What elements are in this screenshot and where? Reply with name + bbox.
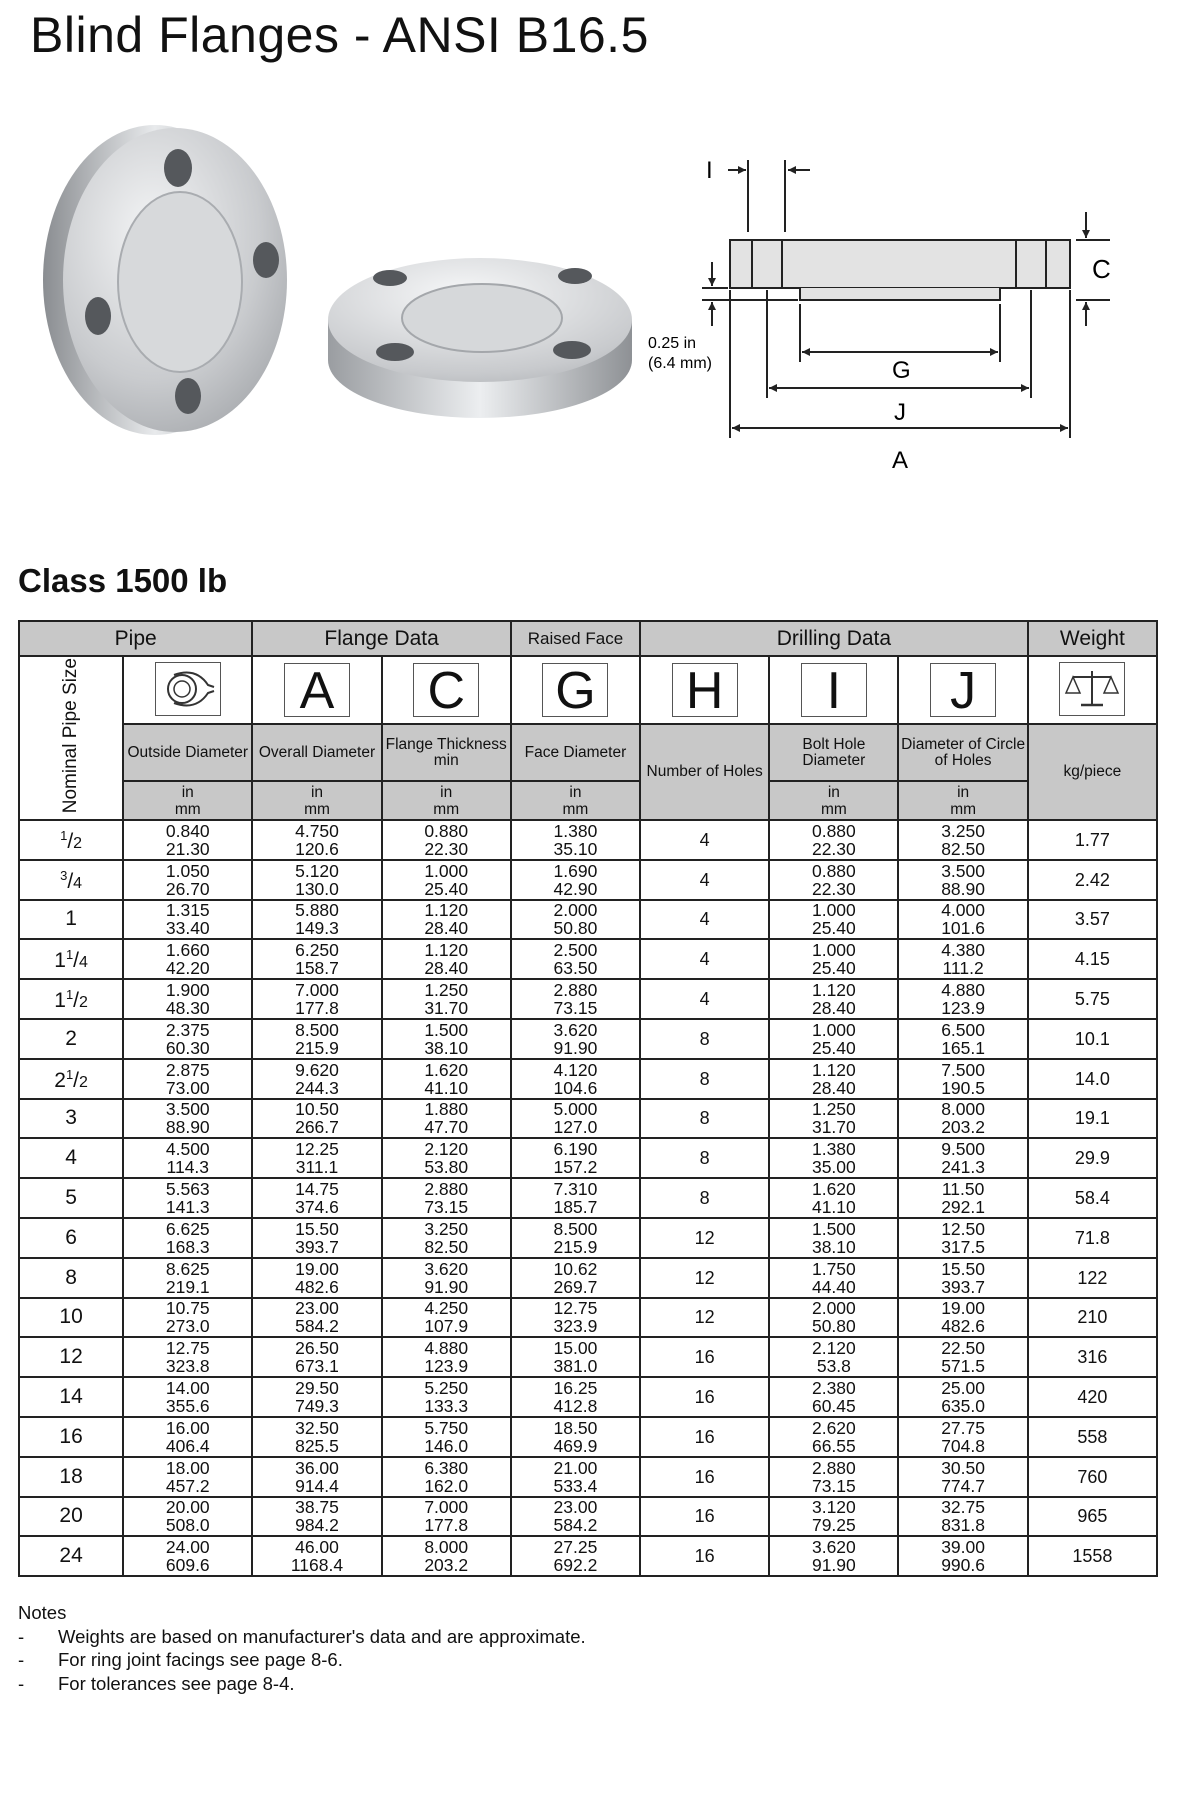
table-row — [19, 1497, 1157, 1537]
dimension-cell: 0.840 21.30 — [123, 820, 252, 860]
dim-label-i: I — [706, 157, 713, 184]
outside-diameter-header: Outside Diameter — [123, 724, 252, 781]
unit-cell: in mm — [769, 781, 898, 820]
dimension-cell: 1.250 31.70 — [382, 979, 511, 1019]
dimension-cell: 0.880 22.30 — [382, 820, 511, 860]
dimension-cell: 1.315 33.40 — [123, 900, 252, 940]
table-row — [19, 1138, 1157, 1178]
group-raised-face: Raised Face — [511, 621, 640, 656]
face-diameter-header: Face Diameter — [511, 724, 640, 781]
dimension-cell: 4.250 107.9 — [382, 1298, 511, 1338]
dimension-cell: 2.120 53.80 — [382, 1138, 511, 1178]
dimension-cell: 16.00 406.4 — [123, 1417, 252, 1457]
dimension-cell: 7.000 177.8 — [252, 979, 381, 1019]
holes-cell: 12 — [640, 1298, 769, 1338]
holes-cell: 4 — [640, 900, 769, 940]
dimension-cell: 2.500 63.50 — [511, 939, 640, 979]
weight-cell: 965 — [1028, 1497, 1157, 1537]
dimension-cell: 23.00 584.2 — [252, 1298, 381, 1338]
outside-diameter-icon-cell — [123, 656, 252, 724]
dimension-cell: 3.250 82.50 — [898, 820, 1027, 860]
weight-cell: 19.1 — [1028, 1099, 1157, 1139]
unit-cell: in mm — [511, 781, 640, 820]
pipe-size-cell: 18 — [19, 1457, 123, 1497]
dimension-cell: 6.190 157.2 — [511, 1138, 640, 1178]
dimension-cell: 14.75 374.6 — [252, 1178, 381, 1218]
dimension-cell: 0.880 22.30 — [769, 860, 898, 900]
dimension-cell: 3.620 91.90 — [382, 1258, 511, 1298]
holes-cell: 4 — [640, 820, 769, 860]
dimension-cell: 1.620 41.10 — [382, 1059, 511, 1099]
weight-cell: 760 — [1028, 1457, 1157, 1497]
weight-cell: 1558 — [1028, 1536, 1157, 1576]
flange-dimension-drawing — [640, 140, 1120, 490]
dimension-cell: 2.880 73.15 — [511, 979, 640, 1019]
weight-cell: 58.4 — [1028, 1178, 1157, 1218]
dimension-cell: 5.880 149.3 — [252, 900, 381, 940]
unit-cell: in mm — [382, 781, 511, 820]
holes-cell: 12 — [640, 1218, 769, 1258]
pipe-size-cell: 3 — [19, 1099, 123, 1139]
pipe-size-cell: $2^1/2$ — [19, 1059, 123, 1099]
table-row — [19, 939, 1157, 979]
dimension-cell: 46.00 1168.4 — [252, 1536, 381, 1576]
table-row — [19, 1099, 1157, 1139]
dimension-cell: 8.000 203.2 — [898, 1099, 1027, 1139]
dimension-cell: 1.000 25.40 — [769, 1019, 898, 1059]
holes-cell: 12 — [640, 1258, 769, 1298]
dimension-cell: 15.50 393.7 — [252, 1218, 381, 1258]
dimension-cell: 24.00 609.6 — [123, 1536, 252, 1576]
dimension-cell: 2.120 53.8 — [769, 1337, 898, 1377]
group-flange-data: Flange Data — [252, 621, 510, 656]
table-row — [19, 1377, 1157, 1417]
weight-cell: 3.57 — [1028, 900, 1157, 940]
weight-cell: 4.15 — [1028, 939, 1157, 979]
dimension-cell: 27.25 692.2 — [511, 1536, 640, 1576]
dimension-cell: 5.250 133.3 — [382, 1377, 511, 1417]
letter-h-icon: H — [672, 663, 738, 717]
dimension-cell: 12.50 317.5 — [898, 1218, 1027, 1258]
holes-cell: 4 — [640, 860, 769, 900]
pipe-size-cell: 2 — [19, 1019, 123, 1059]
dimension-cell: 1.120 28.40 — [769, 1059, 898, 1099]
flange-photo-flat — [320, 240, 640, 430]
dimension-cell: 18.50 469.9 — [511, 1417, 640, 1457]
holes-cell: 16 — [640, 1337, 769, 1377]
dimension-cell: 2.875 73.00 — [123, 1059, 252, 1099]
dimension-cell: 2.880 73.15 — [769, 1457, 898, 1497]
dimension-cell: 1.120 28.40 — [382, 900, 511, 940]
table-row — [19, 1019, 1157, 1059]
dimension-cell: 39.00 990.6 — [898, 1536, 1027, 1576]
pipe-size-cell: 14 — [19, 1377, 123, 1417]
dimension-cell: 8.500 215.9 — [511, 1218, 640, 1258]
weight-cell: 420 — [1028, 1377, 1157, 1417]
pipe-size-cell: $1^1/4$ — [19, 939, 123, 979]
dimension-cell: 26.50 673.1 — [252, 1337, 381, 1377]
holes-cell: 4 — [640, 979, 769, 1019]
dimension-cell: 19.00 482.6 — [898, 1298, 1027, 1338]
dimension-cell: 32.50 825.5 — [252, 1417, 381, 1457]
dimension-cell: 36.00 914.4 — [252, 1457, 381, 1497]
raised-face-note-in: 0.25 in — [648, 335, 697, 352]
dimension-cell: 1.620 41.10 — [769, 1178, 898, 1218]
dimension-cell: 29.50 749.3 — [252, 1377, 381, 1417]
dim-label-a: A — [892, 447, 909, 474]
nominal-pipe-size-header — [19, 656, 123, 820]
dim-label-g: G — [892, 357, 911, 384]
dimension-cell: 1.250 31.70 — [769, 1099, 898, 1139]
weight-cell: 29.9 — [1028, 1138, 1157, 1178]
table-body — [19, 820, 1157, 1576]
pipe-size-cell: $1^1/2$ — [19, 979, 123, 1019]
dimension-cell: 1.380 35.10 — [511, 820, 640, 860]
class-title: Class 1500 lb — [18, 562, 228, 599]
table-row — [19, 1218, 1157, 1258]
holes-cell: 16 — [640, 1377, 769, 1417]
pipe-size-cell: 8 — [19, 1258, 123, 1298]
dimension-cell: 3.120 79.25 — [769, 1497, 898, 1537]
dimension-cell: 1.000 25.40 — [769, 939, 898, 979]
weight-cell: 558 — [1028, 1417, 1157, 1457]
overall-diameter-header: Overall Diameter — [252, 724, 381, 781]
letter-j-cell — [898, 656, 1027, 724]
dimension-cell: 2.620 66.55 — [769, 1417, 898, 1457]
note-item: - For ring joint facings see page 8-6. — [18, 1649, 343, 1670]
table-row — [19, 1417, 1157, 1457]
dimension-cell: 19.00 482.6 — [252, 1258, 381, 1298]
dimension-cell: 16.25 412.8 — [511, 1377, 640, 1417]
pipe-size-cell: 12 — [19, 1337, 123, 1377]
pipe-gauge-icon — [155, 662, 221, 716]
holes-cell: 8 — [640, 1178, 769, 1218]
dimension-cell: 0.880 22.30 — [769, 820, 898, 860]
dimension-cell: 1.120 28.40 — [769, 979, 898, 1019]
pipe-size-cell: 10 — [19, 1298, 123, 1338]
letter-i-cell — [769, 656, 898, 724]
dimension-cell: 25.00 635.0 — [898, 1377, 1027, 1417]
dimension-cell: 1.380 35.00 — [769, 1138, 898, 1178]
dimension-cell: 4.880 123.9 — [898, 979, 1027, 1019]
dimension-cell: 9.500 241.3 — [898, 1138, 1027, 1178]
dimension-cell: 1.050 26.70 — [123, 860, 252, 900]
dimension-cell: 8.500 215.9 — [252, 1019, 381, 1059]
pipe-size-cell: 1 — [19, 900, 123, 940]
note-item: - For tolerances see page 8-4. — [18, 1672, 295, 1694]
dimension-cell: 6.625 168.3 — [123, 1218, 252, 1258]
dimension-cell: 2.000 50.80 — [511, 900, 640, 940]
bolt-hole-diameter-header: Bolt Hole Diameter — [769, 724, 898, 781]
dimension-cell: 5.563 141.3 — [123, 1178, 252, 1218]
unit-cell: in mm — [898, 781, 1027, 820]
weight-cell: 10.1 — [1028, 1019, 1157, 1059]
flange-dimensions-table — [18, 620, 1158, 1577]
group-weight: Weight — [1028, 621, 1157, 656]
dimension-cell: 5.120 130.0 — [252, 860, 381, 900]
holes-cell: 16 — [640, 1417, 769, 1457]
pipe-size-cell: 6 — [19, 1218, 123, 1258]
dimension-cell: 15.50 393.7 — [898, 1258, 1027, 1298]
dimension-cell: 12.75 323.8 — [123, 1337, 252, 1377]
dimension-cell: 12.75 323.9 — [511, 1298, 640, 1338]
dimension-cell: 2.380 60.45 — [769, 1377, 898, 1417]
weight-cell: 122 — [1028, 1258, 1157, 1298]
dimension-cell: 6.380 162.0 — [382, 1457, 511, 1497]
dimension-cell: 2.880 73.15 — [382, 1178, 511, 1218]
circle-of-holes-header: Diameter of Circle of Holes — [898, 724, 1027, 781]
table-row — [19, 860, 1157, 900]
dimension-cell: 5.000 127.0 — [511, 1099, 640, 1139]
unit-row — [19, 781, 1157, 820]
letter-g-cell — [511, 656, 640, 724]
dimension-cell: 7.500 190.5 — [898, 1059, 1027, 1099]
dimension-cell: 10.50 266.7 — [252, 1099, 381, 1139]
letter-j-icon: J — [930, 663, 996, 717]
unit-cell: in mm — [252, 781, 381, 820]
dimension-cell: 3.250 82.50 — [382, 1218, 511, 1258]
dimension-cell: 38.75 984.2 — [252, 1497, 381, 1537]
dimension-cell: 30.50 774.7 — [898, 1457, 1027, 1497]
pipe-size-cell: 24 — [19, 1536, 123, 1576]
weight-cell: 71.8 — [1028, 1218, 1157, 1258]
weight-cell: 316 — [1028, 1337, 1157, 1377]
dimension-cell: 8.625 219.1 — [123, 1258, 252, 1298]
dimension-cell: 1.120 28.40 — [382, 939, 511, 979]
dimension-cell: 2.000 50.80 — [769, 1298, 898, 1338]
holes-cell: 4 — [640, 939, 769, 979]
note-item: - Weights are based on manufacturer's data and are approximate. — [18, 1625, 586, 1647]
dimension-cell: 1.500 38.10 — [382, 1019, 511, 1059]
dimension-cell: 11.50 292.1 — [898, 1178, 1027, 1218]
dimension-cell: 3.620 91.90 — [511, 1019, 640, 1059]
dimension-cell: 4.880 123.9 — [382, 1337, 511, 1377]
pipe-size-cell: 5 — [19, 1178, 123, 1218]
dimension-cell: 1.880 47.70 — [382, 1099, 511, 1139]
group-drilling-data: Drilling Data — [640, 621, 1028, 656]
raised-face-note-mm: (6.4 mm) — [648, 355, 712, 372]
table-row — [19, 1059, 1157, 1099]
dimension-cell: 20.00 508.0 — [123, 1497, 252, 1537]
nominal-pipe-size-label: Nominal Pipe Size — [60, 657, 82, 814]
letter-c-icon: C — [413, 663, 479, 717]
dimension-cell: 23.00 584.2 — [511, 1497, 640, 1537]
dimension-cell: 1.900 48.30 — [123, 979, 252, 1019]
dimension-cell: 7.310 185.7 — [511, 1178, 640, 1218]
pipe-size-cell: 16 — [19, 1417, 123, 1457]
table-row — [19, 1258, 1157, 1298]
pipe-size-cell: 4 — [19, 1138, 123, 1178]
letter-i-icon: I — [801, 663, 867, 717]
unit-cell: in mm — [123, 781, 252, 820]
dim-label-c: C — [1092, 254, 1111, 284]
dimension-cell: 1.000 25.40 — [769, 900, 898, 940]
dimension-cell: 8.000 203.2 — [382, 1536, 511, 1576]
dimension-cell: 3.500 88.90 — [898, 860, 1027, 900]
letter-a-icon: A — [284, 663, 350, 717]
letter-g-icon: G — [542, 663, 608, 717]
weight-cell: 14.0 — [1028, 1059, 1157, 1099]
weight-cell: 1.77 — [1028, 820, 1157, 860]
dimension-cell: 1.690 42.90 — [511, 860, 640, 900]
letter-c-cell — [382, 656, 511, 724]
dimension-cell: 1.000 25.40 — [382, 860, 511, 900]
kg-per-piece-header: kg/piece — [1028, 724, 1157, 820]
dimension-cell: 2.375 60.30 — [123, 1019, 252, 1059]
holes-cell: 8 — [640, 1138, 769, 1178]
dimension-cell: 4.500 114.3 — [123, 1138, 252, 1178]
dimension-cell: 5.750 146.0 — [382, 1417, 511, 1457]
dimension-cell: 1.660 42.20 — [123, 939, 252, 979]
scale-icon — [1059, 662, 1125, 716]
dimension-cell: 4.380 111.2 — [898, 939, 1027, 979]
group-pipe: Pipe — [19, 621, 252, 656]
table-row — [19, 820, 1157, 860]
dimension-cell: 1.500 38.10 — [769, 1218, 898, 1258]
pipe-size-cell: 20 — [19, 1497, 123, 1537]
notes-heading: Notes — [18, 1602, 67, 1623]
pipe-size-cell: $^3$/4 — [19, 860, 123, 900]
dimension-cell: 18.00 457.2 — [123, 1457, 252, 1497]
dimension-cell: 7.000 177.8 — [382, 1497, 511, 1537]
dimension-cell: 32.75 831.8 — [898, 1497, 1027, 1537]
dimension-cell: 15.00 381.0 — [511, 1337, 640, 1377]
dimension-cell: 3.620 91.90 — [769, 1536, 898, 1576]
letter-h-cell — [640, 656, 769, 724]
weight-icon-cell — [1028, 656, 1157, 724]
table-row — [19, 900, 1157, 940]
dimension-cell: 27.75 704.8 — [898, 1417, 1027, 1457]
dimension-cell: 12.25 311.1 — [252, 1138, 381, 1178]
holes-cell: 8 — [640, 1099, 769, 1139]
table-row — [19, 1536, 1157, 1576]
dimension-cell: 3.500 88.90 — [123, 1099, 252, 1139]
pipe-size-cell: $^1$/2 — [19, 820, 123, 860]
weight-cell: 210 — [1028, 1298, 1157, 1338]
weight-cell: 2.42 — [1028, 860, 1157, 900]
page-title: Blind Flanges - ANSI B16.5 — [30, 7, 649, 63]
flange-thickness-header: Flange Thickness min — [382, 724, 511, 781]
table-row — [19, 979, 1157, 1019]
table-row — [19, 1178, 1157, 1218]
weight-cell: 5.75 — [1028, 979, 1157, 1019]
notes — [18, 1601, 586, 1695]
dimension-cell: 10.62 269.7 — [511, 1258, 640, 1298]
dimension-cell: 6.500 165.1 — [898, 1019, 1027, 1059]
dimension-cell: 4.750 120.6 — [252, 820, 381, 860]
dimension-cell: 22.50 571.5 — [898, 1337, 1027, 1377]
holes-cell: 16 — [640, 1457, 769, 1497]
holes-cell: 8 — [640, 1019, 769, 1059]
flange-photo-angled — [30, 120, 310, 440]
dimension-cell: 14.00 355.6 — [123, 1377, 252, 1417]
table-row — [19, 1457, 1157, 1497]
dimension-cell: 4.000 101.6 — [898, 900, 1027, 940]
dimension-cell: 9.620 244.3 — [252, 1059, 381, 1099]
dim-label-j: J — [894, 399, 906, 426]
dimension-cell: 1.750 44.40 — [769, 1258, 898, 1298]
table-row — [19, 1298, 1157, 1338]
table-row — [19, 1337, 1157, 1377]
holes-cell: 8 — [640, 1059, 769, 1099]
dimension-cell: 21.00 533.4 — [511, 1457, 640, 1497]
dimension-cell: 10.75 273.0 — [123, 1298, 252, 1338]
letter-a-cell — [252, 656, 381, 724]
holes-cell: 16 — [640, 1497, 769, 1537]
number-of-holes-header: Number of Holes — [640, 724, 769, 820]
dimension-cell: 4.120 104.6 — [511, 1059, 640, 1099]
holes-cell: 16 — [640, 1536, 769, 1576]
dimension-cell: 6.250 158.7 — [252, 939, 381, 979]
